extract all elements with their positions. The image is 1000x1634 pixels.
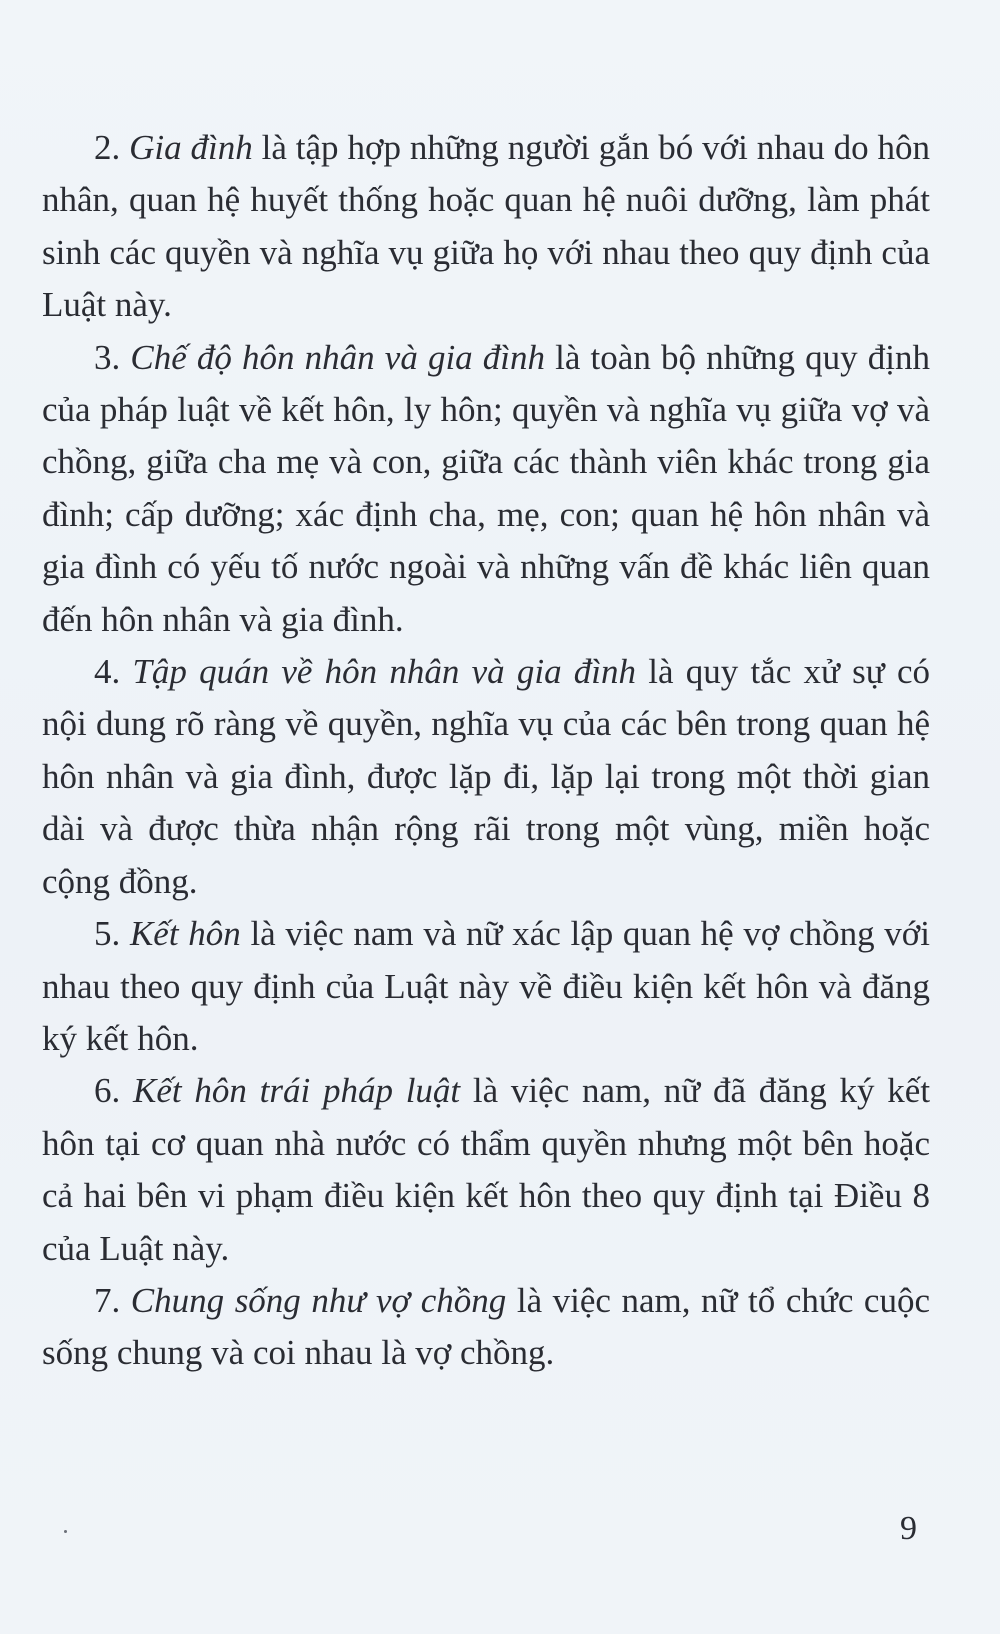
definition-number: 3. — [94, 337, 121, 377]
definition-term: Chung sống như vợ chồng — [130, 1280, 507, 1320]
definition-text: là toàn bộ những quy định của pháp luật về kết hôn, ly hôn; quyền và nghĩa vụ giữa vợ và chồng, giữa cha mẹ và con, giữa các thành viên khác trong gia đình; cấp dưỡng; xác định cha, mẹ, con; quan hệ hôn nhân và gia đình có yếu tố nước ngoài và những vấn đề khác liên quan đến hôn nhân và gia đình. — [42, 337, 931, 639]
page-number: 9 — [900, 1510, 917, 1547]
print-speck — [64, 1530, 67, 1533]
definition-paragraph-4 — [42, 646, 930, 908]
definition-term: Kết hôn trái pháp luật — [133, 1071, 461, 1111]
definition-paragraph-7 — [42, 1275, 930, 1380]
definitions-body — [42, 122, 930, 1380]
definition-paragraph-6 — [42, 1065, 930, 1275]
definition-term: Chế độ hôn nhân và gia đình — [130, 337, 546, 377]
definition-text: là việc nam và nữ xác lập quan hệ vợ chồng với nhau theo quy định của Luật này về điều kiện kết hôn và đăng ký kết hôn. — [42, 914, 931, 1058]
definition-paragraph-3 — [42, 332, 930, 646]
definition-number: 5. — [94, 914, 121, 954]
definition-number: 2. — [94, 128, 121, 167]
definition-number: 6. — [94, 1071, 121, 1111]
definition-number: 7. — [94, 1280, 121, 1320]
definition-paragraph-5 — [42, 908, 930, 1065]
definition-term: Tập quán về hôn nhân và gia đình — [132, 652, 637, 692]
definition-term: Gia đình — [129, 128, 253, 167]
definition-number: 4. — [94, 652, 121, 692]
definition-paragraph-2 — [42, 122, 930, 332]
definition-text: là tập hợp những người gắn bó với nhau do hôn nhân, quan hệ huyết thống hoặc quan hệ nuôi dưỡng, làm phát sinh các quyền và nghĩa vụ giữa họ với nhau theo quy định của Luật này. — [42, 128, 931, 325]
definition-text: là quy tắc xử sự có nội dung rõ ràng về quyền, nghĩa vụ của các bên trong quan hệ hôn nhân và gia đình, được lặp đi, lặp lại trong một thời gian dài và được thừa nhận rộng rãi trong một vùng, miền hoặc cộng đồng. — [42, 652, 930, 901]
definition-text: là việc nam, nữ đã đăng ký kết hôn tại cơ quan nhà nước có thẩm quyền nhưng một bên hoặc cả hai bên vi phạm điều kiện kết hôn theo quy định tại Điều 8 của Luật này. — [42, 1071, 931, 1268]
definition-text: là việc nam, nữ tổ chức cuộc sống chung và coi nhau là vợ chồng. — [42, 1280, 930, 1373]
definition-term: Kết hôn — [129, 914, 241, 954]
